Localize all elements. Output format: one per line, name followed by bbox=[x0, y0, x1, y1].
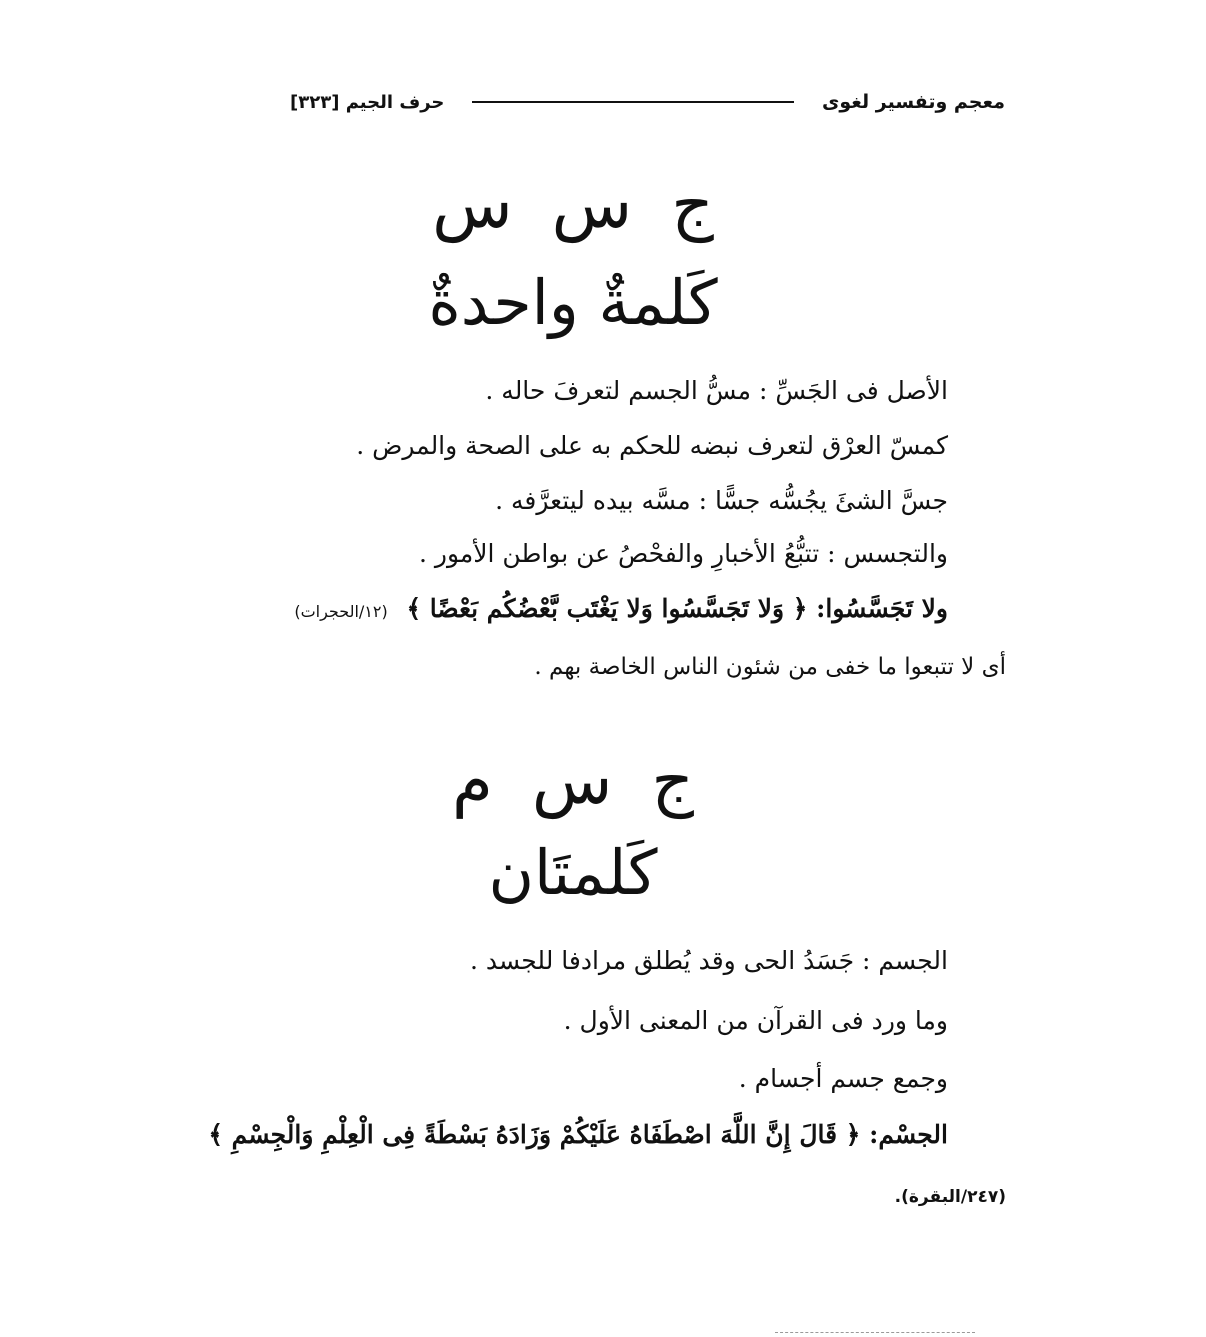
entry-text-line: جسَّ الشئَ يجُسُّه جسًّا : مسَّه بيده ليتعرَّفه . bbox=[495, 486, 948, 515]
quote-text: ﴿ وَلا تَجَسَّسُوا وَلا يَغْتَب بَّعْضُكُم بَعْضًا ﴾ bbox=[406, 594, 808, 623]
entry-word-count-heading: كَلمتَان bbox=[488, 836, 658, 909]
entry-text-line: الأصل فى الجَسِّ : مسُّ الجسم لتعرفَ حاله . bbox=[485, 376, 948, 405]
header-rule bbox=[472, 101, 794, 103]
quote-reference: (٢٤٧/البقرة). bbox=[894, 1187, 1006, 1207]
quote-text: ﴿ قَالَ إِنَّ اللَّهَ اصْطَفَاهُ عَلَيْكُمْ وَزَادَهُ بَسْطَةً فِى الْعِلْمِ وَالْجِسْمِ ﴾ bbox=[208, 1120, 861, 1149]
entry-text-line: والتجسس : تتبُّعُ الأخبارِ والفحْصُ عن بواطن الأمور . bbox=[418, 539, 948, 568]
quote-label: ولا تَجَسَّسُوا: bbox=[816, 594, 948, 623]
page-bottom-mark bbox=[775, 1332, 975, 1333]
quran-quote-line bbox=[208, 1118, 948, 1152]
entry-text-line: وجمع جسم أجسام . bbox=[738, 1064, 948, 1093]
entry-text-line: الجسم : جَسَدُ الحى وقد يُطلق مرادفا للجسد . bbox=[469, 946, 948, 975]
entry-root-heading: ج س م bbox=[452, 742, 694, 819]
section-and-page-number: حرف الجيم [٣٢٣] bbox=[290, 91, 445, 113]
running-header bbox=[290, 86, 1005, 118]
book-title: معجم وتفسير لغوى bbox=[821, 91, 1005, 113]
quote-reference: (١٢/الحجرات) bbox=[294, 602, 388, 621]
entry-root-heading: ج س س bbox=[432, 166, 714, 243]
entry-text-line: وما ورد فى القرآن من المعنى الأول . bbox=[563, 1006, 948, 1035]
quote-explanation: أى لا تتبعوا ما خفى من شئون الناس الخاصة بهم . bbox=[534, 654, 1006, 680]
quran-quote-line bbox=[294, 592, 948, 629]
entry-text-line: كمسّ العرْق لتعرف نبضه للحكم به على الصحة والمرض . bbox=[356, 431, 948, 460]
quote-label: الجسْم: bbox=[869, 1120, 948, 1149]
entry-word-count-heading: كَلمةٌ واحدةٌ bbox=[428, 266, 718, 339]
